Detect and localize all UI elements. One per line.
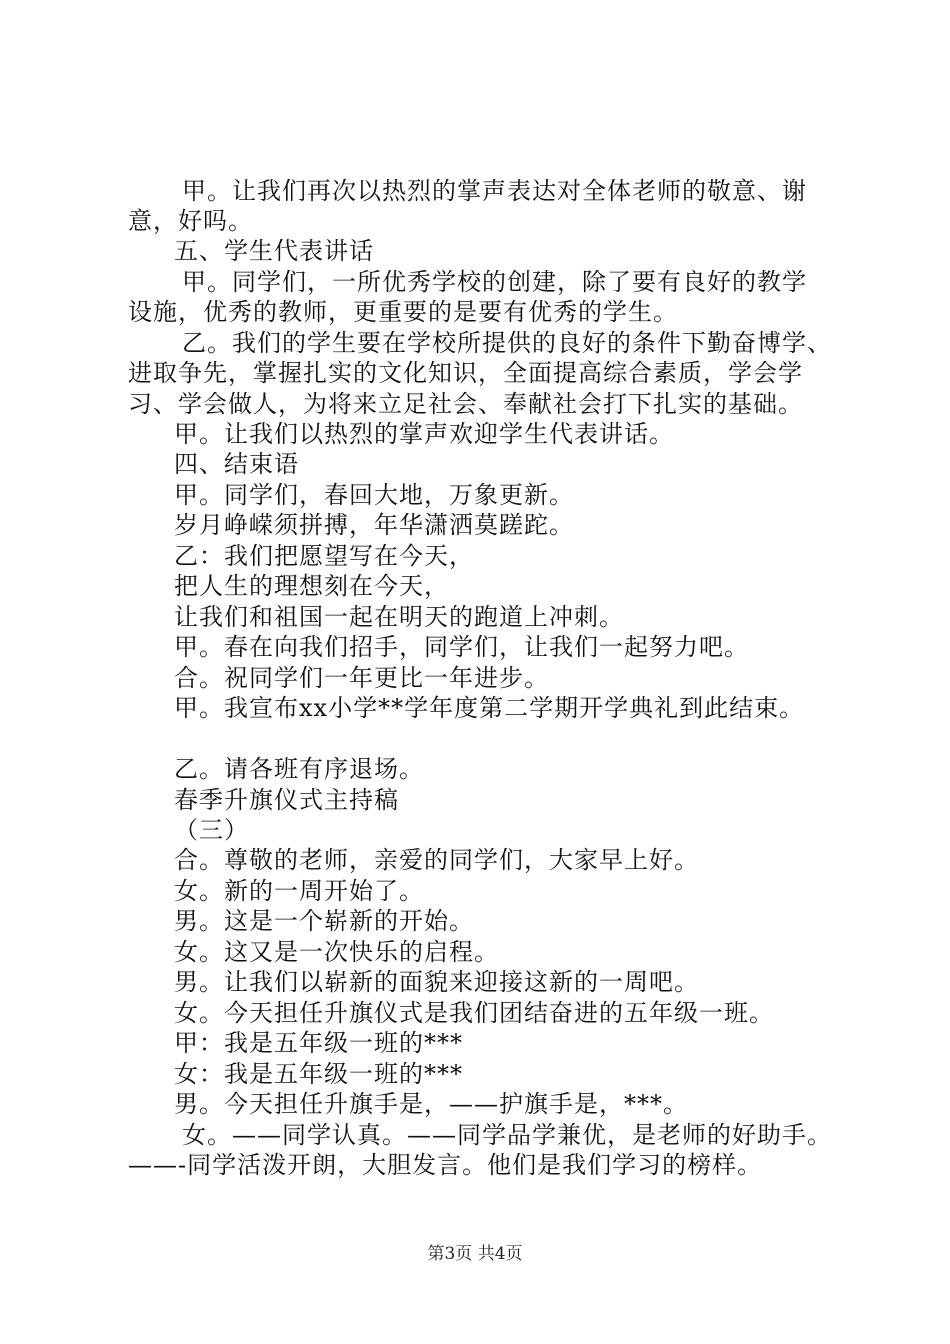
text-line: 男。让我们以崭新的面貌来迎接这新的一周吧。 — [174, 968, 699, 996]
text-line: 甲。同学们，春回大地，万象更新。 — [174, 481, 574, 509]
text-line: ——-同学活泼开朗，大胆发言。他们是我们学习的榜样。 — [128, 1151, 763, 1179]
text-line: 女。今天担任升旗仪式是我们团结奋进的五年级一班。 — [174, 999, 774, 1027]
text-line: 甲：我是五年级一班的*** — [174, 1029, 463, 1057]
section-number: （三） — [174, 816, 249, 844]
text-line: 女。这又是一次快乐的启程。 — [174, 938, 499, 966]
page-number-footer: 第3页 共4页 — [427, 1244, 523, 1264]
text-line: 进取争先，掌握扎实的文化知识，全面提高综合素质，学会学 — [128, 359, 803, 387]
text-line: 合。尊敬的老师，亲爱的同学们，大家早上好。 — [174, 846, 699, 874]
text-line: 甲。同学们，一所优秀学校的创建，除了要有良好的教学 — [182, 268, 807, 296]
text-line: 乙：我们把愿望写在今天， — [174, 542, 474, 570]
section-heading: 四、结束语 — [174, 450, 299, 478]
text-line: 把人生的理想刻在今天， — [174, 572, 449, 600]
text-line: 男。这是一个崭新的开始。 — [174, 907, 474, 935]
text-line: 甲。让我们再次以热烈的掌声表达对全体老师的敬意、谢 — [182, 177, 807, 205]
text-line: 女。新的一周开始了。 — [174, 877, 424, 905]
document-title: 春季升旗仪式主持稿 — [174, 786, 399, 814]
section-heading: 五、学生代表讲话 — [174, 237, 374, 265]
text-line: 男。今天担任升旗手是，——护旗手是，***。 — [174, 1090, 688, 1118]
text-line: 乙。我们的学生要在学校所提供的良好的条件下勤奋博学、 — [182, 329, 832, 357]
text-line: 设施，优秀的教师，更重要的是要有优秀的学生。 — [128, 298, 678, 326]
text-line: 合。祝同学们一年更比一年进步。 — [174, 664, 549, 692]
text-line: 甲。春在向我们招手，同学们，让我们一起努力吧。 — [174, 633, 749, 661]
text-line: 甲。让我们以热烈的掌声欢迎学生代表讲话。 — [174, 420, 674, 448]
text-line: 女：我是五年级一班的*** — [174, 1060, 463, 1088]
text-line: 意，好吗。 — [128, 207, 253, 235]
text-line: 让我们和祖国一起在明天的跑道上冲刺。 — [174, 603, 624, 631]
text-line: 甲。我宣布xx小学**学年度第二学期开学典礼到此结束。 — [174, 694, 805, 722]
text-line: 习、学会做人，为将来立足社会、奉献社会打下扎实的基础。 — [128, 390, 803, 418]
text-line: 女。——同学认真。——同学品学兼优，是老师的好助手。 — [182, 1121, 832, 1149]
text-line: 岁月峥嵘须拼搏，年华潇洒莫蹉跎。 — [174, 511, 574, 539]
text-line: 乙。请各班有序退场。 — [174, 755, 424, 783]
